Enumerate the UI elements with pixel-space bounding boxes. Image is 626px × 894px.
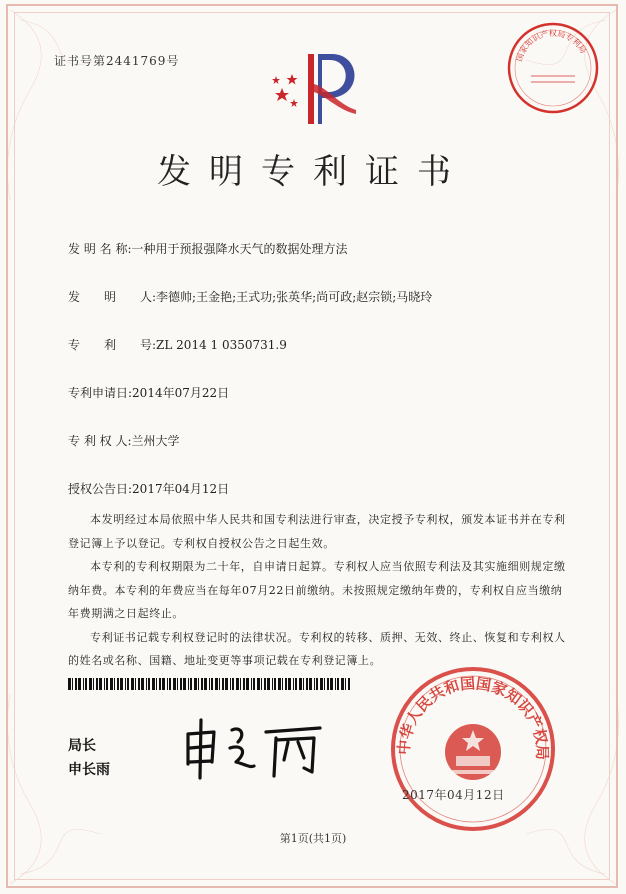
barcode-bar — [215, 678, 218, 690]
barcode-bar — [303, 678, 304, 690]
seal-top-text: 国家知识产权局专利局 — [514, 28, 588, 63]
barcode-bar — [125, 678, 126, 690]
field-value: 2014年07月22日 — [132, 386, 230, 400]
barcode-bar — [293, 678, 294, 690]
barcode-bar — [180, 678, 182, 690]
barcode-bar — [114, 678, 115, 690]
field-value: ZL 2014 1 0350731.9 — [156, 338, 287, 352]
barcode-bar — [316, 678, 318, 690]
barcode-bar — [348, 678, 350, 690]
barcode-bar — [295, 678, 297, 690]
barcode-bar — [267, 678, 270, 690]
barcode-bar — [345, 678, 346, 690]
barcode-bar — [173, 678, 176, 690]
barcode-bar — [299, 678, 302, 690]
barcode-bar — [183, 678, 186, 690]
barcode-bar — [159, 678, 161, 690]
barcode-bar — [324, 678, 325, 690]
barcode-bar — [194, 678, 197, 690]
barcode-bar — [78, 678, 81, 690]
body-paragraph: 专利证书记载专利权登记时的法律状况。专利权的转移、质押、无效、终止、恢复和专利权人的姓名或名称、国籍、地址变更等事项记载在专利登记簿上。 — [68, 630, 566, 667]
field-value: 兰州大学 — [131, 434, 180, 448]
body-paragraph: 本发明经过本局依照中华人民共和国专利法进行审查，决定授予专利权，颁发本证书并在专利登记簿上予以登记。专利权自授权公告之日起生效。 — [68, 513, 566, 550]
barcode-bar — [127, 678, 129, 690]
barcode-bar — [306, 678, 308, 690]
seal-big-text: 中华人民共和国国家知识产权局 — [394, 674, 552, 760]
barcode-bar — [257, 678, 260, 690]
field-application-date — [68, 384, 229, 401]
barcode-bar — [89, 678, 92, 690]
barcode-bar — [274, 678, 276, 690]
field-patent-number — [68, 336, 287, 353]
barcode-bar — [282, 678, 283, 690]
field-label: 发 明 人: — [68, 290, 157, 304]
director-name: 申长雨 — [68, 762, 110, 778]
seal-date: 2017年04月12日 — [402, 788, 505, 802]
barcode-bar — [314, 678, 315, 690]
barcode-bar — [320, 678, 323, 690]
barcode-bar — [201, 678, 203, 690]
director-title: 局长 — [68, 738, 96, 754]
seal-top-right-icon — [505, 20, 601, 116]
field-value: 2017年04月12日 — [132, 482, 230, 496]
barcode-bar — [148, 678, 150, 690]
page-number: 第1页(共1页) — [279, 832, 347, 845]
field-label: 专利申请日: — [68, 386, 133, 400]
sipo-logo-icon — [268, 44, 372, 130]
field-label: 发 明 名 称: — [68, 242, 132, 256]
barcode-bar — [96, 678, 98, 690]
barcode-bar — [75, 678, 77, 690]
field-label: 授权公告日: — [68, 482, 133, 496]
barcode-bar — [219, 678, 220, 690]
body-paragraph: 本专利的专利权期限为二十年，自申请日起算。专利权人应当依照专利法及其实施细则规定缴纳年费。本专利的年费应当在每年07月22日前缴纳。未按照规定缴纳年费的，专利权自应当缴纳年费期满之日起终止。 — [68, 560, 566, 620]
field-patentee — [68, 432, 180, 449]
barcode-bar — [211, 678, 213, 690]
barcode-bar — [209, 678, 210, 690]
barcode-bar — [264, 678, 266, 690]
barcode-bar — [230, 678, 231, 690]
field-value: 李德帅;王金艳;王式功;张英华;尚可政;赵宗锁;马晓玲 — [156, 290, 433, 304]
barcode-bar — [246, 678, 249, 690]
barcode-bar — [285, 678, 287, 690]
barcode-bar — [272, 678, 273, 690]
barcode-bar — [243, 678, 245, 690]
page-title: 发明专利证书 — [157, 152, 469, 192]
barcode-icon — [68, 678, 350, 690]
barcode-bar — [253, 678, 255, 690]
barcode-bar — [93, 678, 94, 690]
barcode-bar — [190, 678, 192, 690]
barcode-bar — [72, 678, 73, 690]
barcode-bar — [141, 678, 144, 690]
barcode-bar — [68, 678, 71, 690]
barcode-bar — [99, 678, 102, 690]
barcode-bar — [106, 678, 108, 690]
barcode-bar — [341, 678, 344, 690]
barcode-bar — [117, 678, 119, 690]
state-ip-office-seal-icon — [388, 664, 558, 834]
field-value: 一种用于预报强降水天气的数据处理方法 — [131, 242, 348, 256]
barcode-bar — [288, 678, 291, 690]
barcode-bar — [152, 678, 155, 690]
director-signature-icon — [180, 712, 330, 782]
barcode-bar — [169, 678, 171, 690]
barcode-bar — [138, 678, 140, 690]
field-invention-name — [68, 240, 348, 257]
barcode-bar — [327, 678, 329, 690]
barcode-bar — [204, 678, 207, 690]
barcode-bar — [198, 678, 199, 690]
barcode-bar — [222, 678, 224, 690]
field-label: 专 利 权 人: — [68, 434, 132, 448]
field-grant-date — [68, 480, 229, 497]
barcode-bar — [110, 678, 113, 690]
barcode-bar — [85, 678, 87, 690]
barcode-bar — [83, 678, 84, 690]
barcode-bar — [177, 678, 178, 690]
barcode-bar — [167, 678, 168, 690]
barcode-bar — [162, 678, 165, 690]
barcode-bar — [225, 678, 228, 690]
barcode-bar — [278, 678, 281, 690]
barcode-bar — [146, 678, 147, 690]
barcode-bar — [240, 678, 241, 690]
barcode-bar — [135, 678, 136, 690]
barcode-bar — [131, 678, 134, 690]
field-label: 专 利 号: — [68, 338, 157, 352]
barcode-bar — [309, 678, 312, 690]
certificate-body — [68, 508, 568, 673]
barcode-bar — [261, 678, 262, 690]
barcode-bar — [337, 678, 339, 690]
barcode-bar — [104, 678, 105, 690]
field-inventors — [68, 288, 432, 305]
barcode-bar — [188, 678, 189, 690]
barcode-bar — [156, 678, 157, 690]
certificate-number: 证书号第2441769号 — [54, 54, 180, 68]
barcode-bar — [330, 678, 333, 690]
barcode-bar — [251, 678, 252, 690]
barcode-bar — [236, 678, 239, 690]
barcode-bar — [232, 678, 234, 690]
barcode-bar — [335, 678, 336, 690]
barcode-bar — [120, 678, 123, 690]
